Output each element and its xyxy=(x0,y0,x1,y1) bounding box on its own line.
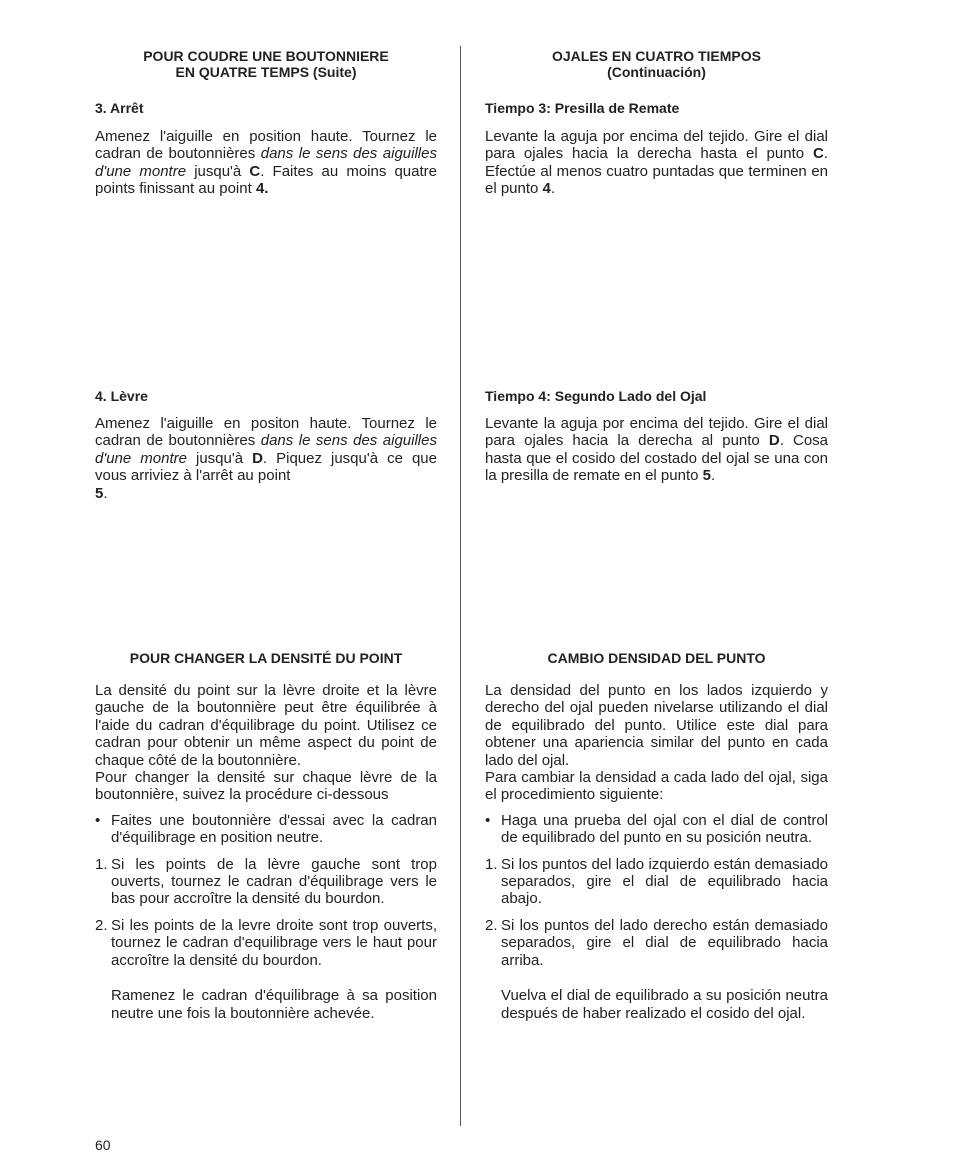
french-step-2: 2. Si les points de la levre droite sont trop ouverts, tournez le cadran d'equilibrage vers le haut pour accroître la densité du bourdon. xyxy=(95,916,437,969)
french-step3-heading: 3. Arrêt xyxy=(95,100,144,116)
french-closing: Ramenez le cadran d'équilibrage à sa position neutre une fois la boutonnière achevée. xyxy=(111,987,437,1022)
french-bullet-item: • Faites une boutonnière d'essai avec la cadran d'équilibrage en position neutre. xyxy=(95,811,437,847)
spanish-step4-text: Levante la aguja por encima del tejido. Gire el dial para ojales hacia la derecha al punto D. Cosa hasta que el cosido del costado del ojal se una con la presilla de remate en el punto 5. xyxy=(485,415,829,485)
spanish-bullet-item: • Haga una prueba del ojal con el dial de control de equilibrado del punto en su posición neutra. xyxy=(485,811,828,847)
spanish-title xyxy=(485,48,828,80)
spanish-title-line1: OJALES EN CUATRO TIEMPOS xyxy=(552,48,761,64)
french-step3-text: Amenez l'aiguille en position haute. Tournez le cadran de boutonnières dans le sens des aiguilles d'une montre jusqu'à C. Faites au moins quatre points finissant au point 4. xyxy=(95,128,437,198)
spanish-density-title: CAMBIO DENSIDAD DEL PUNTO xyxy=(547,650,766,666)
bullet-icon: • xyxy=(95,811,101,829)
page-number: 60 xyxy=(95,1137,111,1153)
french-density-title: POUR CHANGER LA DENSITÉ DU POINT xyxy=(129,650,403,666)
spanish-step3-text: Levante la aguja por encima del tejido. Gire el dial para ojales hacia la derecha hasta el punto C. Efectúe al menos cuatro puntadas que terminen en el punto 4. xyxy=(485,128,828,198)
bullet-icon: • xyxy=(485,811,491,829)
column-divider xyxy=(460,46,461,1126)
spanish-closing: Vuelva el dial de equilibrado a su posición neutra después de haber realizado el cosido del ojal. xyxy=(501,987,828,1022)
french-title xyxy=(95,48,437,80)
spanish-density-body xyxy=(485,682,828,1022)
spanish-title-line2: (Continuación) xyxy=(607,64,706,80)
spanish-density-p2: Para cambiar la densidad a cada lado del ojal, siga el procedimiento siguiente: xyxy=(485,769,828,804)
french-density-p2: Pour changer la densité sur chaque lèvre de la boutonnière, suivez la procédure ci-dessous xyxy=(95,769,437,804)
spanish-density-p1: La densidad del punto en los lados izquierdo y derecho del ojal pueden nivelarse utilizando el dial de equilibrado del punto. Utilice este dial para obtener una apariencia similar del punto en cada lado del ojal. xyxy=(485,682,828,769)
spanish-step-2: 2. Si los puntos del lado derecho están demasiado separados, gire el dial de equilibrado hacia arriba. xyxy=(485,916,828,969)
spanish-step3-heading: Tiempo 3: Presilla de Remate xyxy=(485,100,680,116)
french-density-p1: La densité du point sur la lèvre droite et la lèvre gauche de la boutonnière peut être équilibrée à l'aide du cadran d'équilibrage du point. Utilisez ce cadran pour obtenir un même aspect du point de chaque côté de la boutonnière. xyxy=(95,682,437,769)
french-step-1: 1. Si les points de la lèvre gauche sont trop ouverts, tournez le cadran d'équilibrage vers le bas pour accroître la densité du bourdon. xyxy=(95,855,437,908)
spanish-column xyxy=(485,48,829,1022)
spanish-step4-heading: Tiempo 4: Segundo Lado del Ojal xyxy=(485,388,707,404)
french-density-body xyxy=(95,682,437,1022)
french-step4-text: Amenez l'aiguille en positon haute. Tournez le cadran de boutonnières dans le sens des aiguilles d'une montre jusqu'à D. Piquez jusqu'à ce que vous arriviez à l'arrêt au point 5. xyxy=(95,415,437,502)
french-column xyxy=(95,48,437,1022)
french-title-line1: POUR COUDRE UNE BOUTONNIERE xyxy=(143,48,389,64)
spanish-step-1: 1. Si los puntos del lado izquierdo están demasiado separados, gire el dial de equilibrado hacia abajo. xyxy=(485,855,828,908)
french-step4-heading: 4. Lèvre xyxy=(95,388,148,404)
french-title-line2: EN QUATRE TEMPS (Suite) xyxy=(175,64,357,80)
